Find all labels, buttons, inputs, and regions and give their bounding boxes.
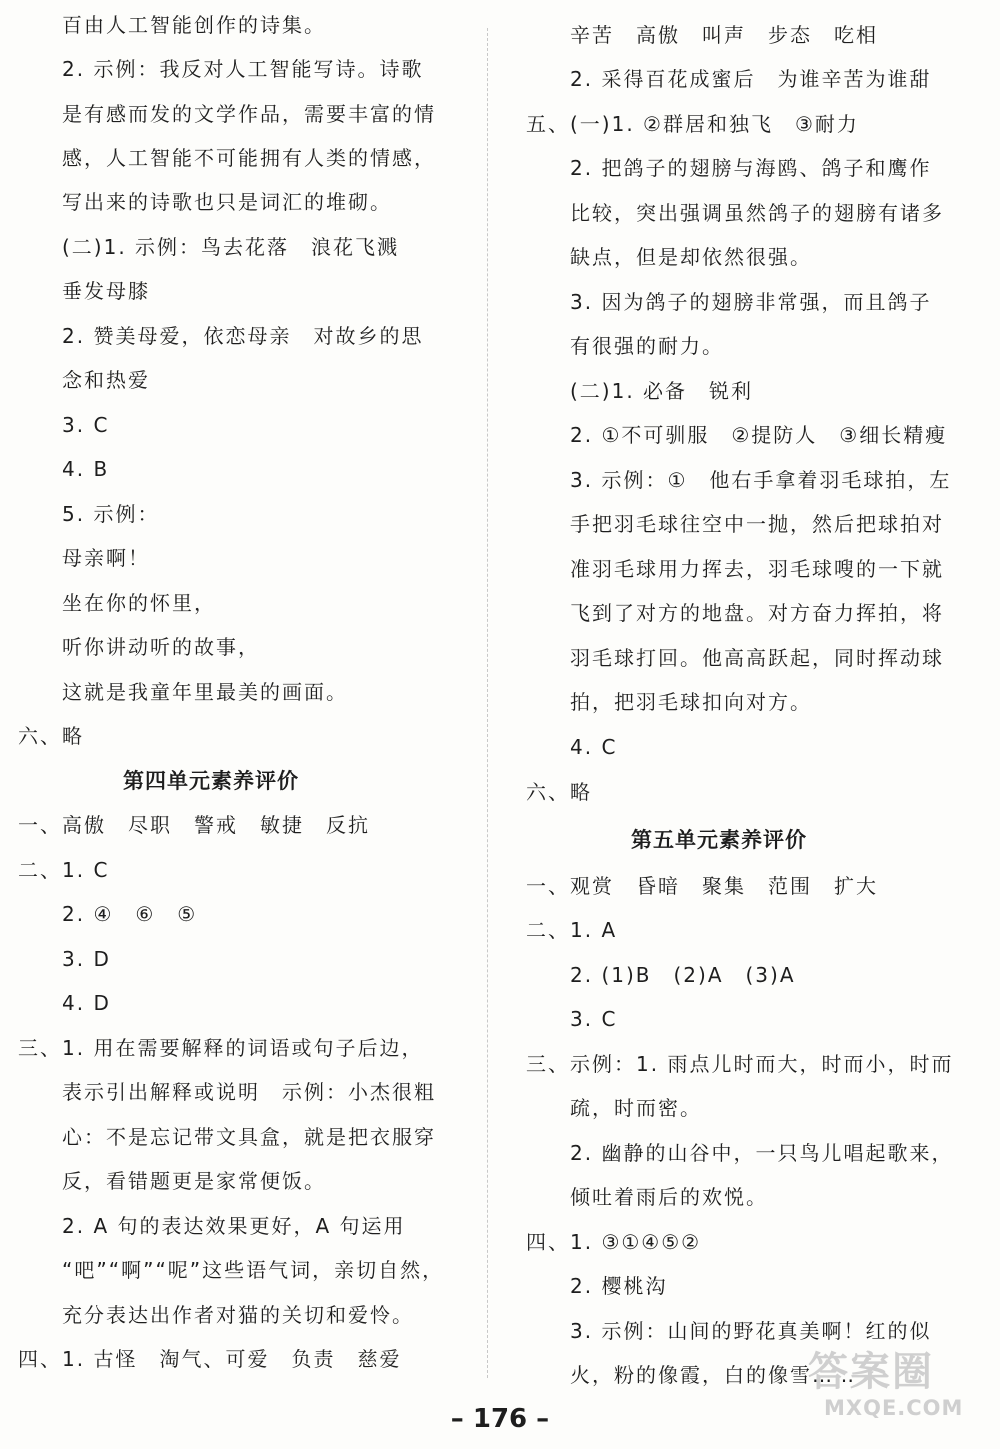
text-line: 拍，把羽毛球扣向对方。 xyxy=(570,690,812,714)
text-line: 火，粉的像霞，白的像雪…… xyxy=(570,1363,856,1387)
text-line: 写出来的诗歌也只是词汇的堆砌。 xyxy=(62,190,392,214)
text-line: 3. C xyxy=(570,1007,618,1031)
text-line: 3. 示例：山间的野花真美啊！红的似 xyxy=(570,1319,932,1343)
text-line: 3. 因为鸽子的翅膀非常强，而且鸽子 xyxy=(570,290,932,314)
text-line: 2. 采得百花成蜜后 为谁辛苦为谁甜 xyxy=(570,67,932,91)
text-line: 2. 幽静的山谷中，一只鸟儿唱起歌来， xyxy=(570,1141,954,1165)
text-line: 百由人工智能创作的诗集。 xyxy=(62,13,326,37)
text-line: 疏，时而密。 xyxy=(570,1096,702,1120)
text-line: 2. ①不可驯服 ②提防人 ③细长精瘦 xyxy=(570,423,948,447)
text-line: 母亲啊！ xyxy=(62,546,150,570)
text-line: 手把羽毛球往空中一抛，然后把球拍对 xyxy=(570,512,944,536)
text-line: 3. 示例：① 他右手拿着羽毛球拍，左 xyxy=(570,468,952,492)
text-line: 垂发母膝 xyxy=(62,279,150,303)
text-line: (二)1. 示例：鸟去花落 浪花飞溅 xyxy=(62,235,400,259)
text-line: 2. 把鸽子的翅膀与海鸥、鸽子和鹰作 xyxy=(570,156,932,180)
text-line: 五、(一)1. ②群居和独飞 ③耐力 xyxy=(526,112,859,136)
text-line: 三、示例：1. 雨点儿时而大，时而小，时而 xyxy=(526,1052,954,1076)
text-line: 2. (1)B (2)A (3)A xyxy=(570,963,796,987)
text-line: 三、1. 用在需要解释的词语或句子后边， xyxy=(18,1036,424,1060)
text-line: 倾吐着雨后的欢悦。 xyxy=(570,1185,768,1209)
text-line: 飞到了对方的地盘。对方奋力挥拍，将 xyxy=(570,601,944,625)
section-heading: 第五单元素养评价 xyxy=(631,828,807,852)
text-line: 准羽毛球用力挥去，羽毛球嗖的一下就 xyxy=(570,557,944,581)
column-divider xyxy=(487,28,488,1378)
text-line: 四、1. ③①④⑤② xyxy=(526,1230,702,1254)
section-heading: 第四单元素养评价 xyxy=(123,769,299,793)
text-line: 2. 赞美母爱，依恋母亲 对故乡的思 xyxy=(62,324,424,348)
page-number: – 176 – xyxy=(450,1404,550,1434)
text-line: 5. 示例： xyxy=(62,502,160,526)
text-line: 3. D xyxy=(62,947,111,971)
text-line: 听你讲动听的故事， xyxy=(62,635,260,659)
text-line: 感，人工智能不可能拥有人类的情感， xyxy=(62,146,436,170)
text-line: 羽毛球打回。他高高跃起，同时挥动球 xyxy=(570,646,944,670)
text-line: 一、高傲 尽职 警戒 敏捷 反抗 xyxy=(18,813,370,837)
text-line: 4. C xyxy=(570,735,618,759)
text-line: (二)1. 必备 锐利 xyxy=(570,379,754,403)
text-line: 二、1. A xyxy=(526,918,618,942)
text-line: 二、1. C xyxy=(18,858,110,882)
text-line: 比较，突出强调虽然鸽子的翅膀有诸多 xyxy=(570,201,944,225)
watermark xyxy=(808,1340,984,1428)
text-line: 2. ④ ⑥ ⑤ xyxy=(62,902,198,926)
text-line: 4. B xyxy=(62,457,110,481)
text-line: 念和热爱 xyxy=(62,368,150,392)
text-line: 3. C xyxy=(62,413,110,437)
text-line: 充分表达出作者对猫的关切和爱怜。 xyxy=(62,1303,414,1327)
text-line: 反，看错题更是家常便饭。 xyxy=(62,1169,326,1193)
text-line: 一、观赏 昏暗 聚集 范围 扩大 xyxy=(526,874,878,898)
text-line: “吧”“啊”“呢”这些语气词，亲切自然， xyxy=(62,1258,445,1282)
text-line: 坐在你的怀里， xyxy=(62,591,216,615)
watermark-logo: 答案圈 xyxy=(808,1348,934,1395)
watermark-url: MXQE.COM xyxy=(824,1396,964,1420)
text-line: 2. 示例：我反对人工智能写诗。诗歌 xyxy=(62,57,424,81)
text-line: 缺点，但是却依然很强。 xyxy=(570,245,812,269)
text-line: 辛苦 高傲 叫声 步态 吃相 xyxy=(570,23,878,47)
text-line: 四、1. 古怪 淘气、可爱 负责 慈爱 xyxy=(18,1347,402,1371)
text-line: 这就是我童年里最美的画面。 xyxy=(62,680,348,704)
text-line: 2. 樱桃沟 xyxy=(570,1274,668,1298)
text-line: 是有感而发的文学作品，需要丰富的情 xyxy=(62,102,436,126)
text-line: 六、略 xyxy=(18,724,84,748)
text-line: 2. A 句的表达效果更好，A 句运用 xyxy=(62,1214,406,1238)
text-line: 心：不是忘记带文具盒，就是把衣服穿 xyxy=(62,1125,436,1149)
text-line: 表示引出解释或说明 示例：小杰很粗 xyxy=(62,1080,436,1104)
text-line: 有很强的耐力。 xyxy=(570,334,724,358)
text-line: 4. D xyxy=(62,991,111,1015)
text-line: 六、略 xyxy=(526,780,592,804)
